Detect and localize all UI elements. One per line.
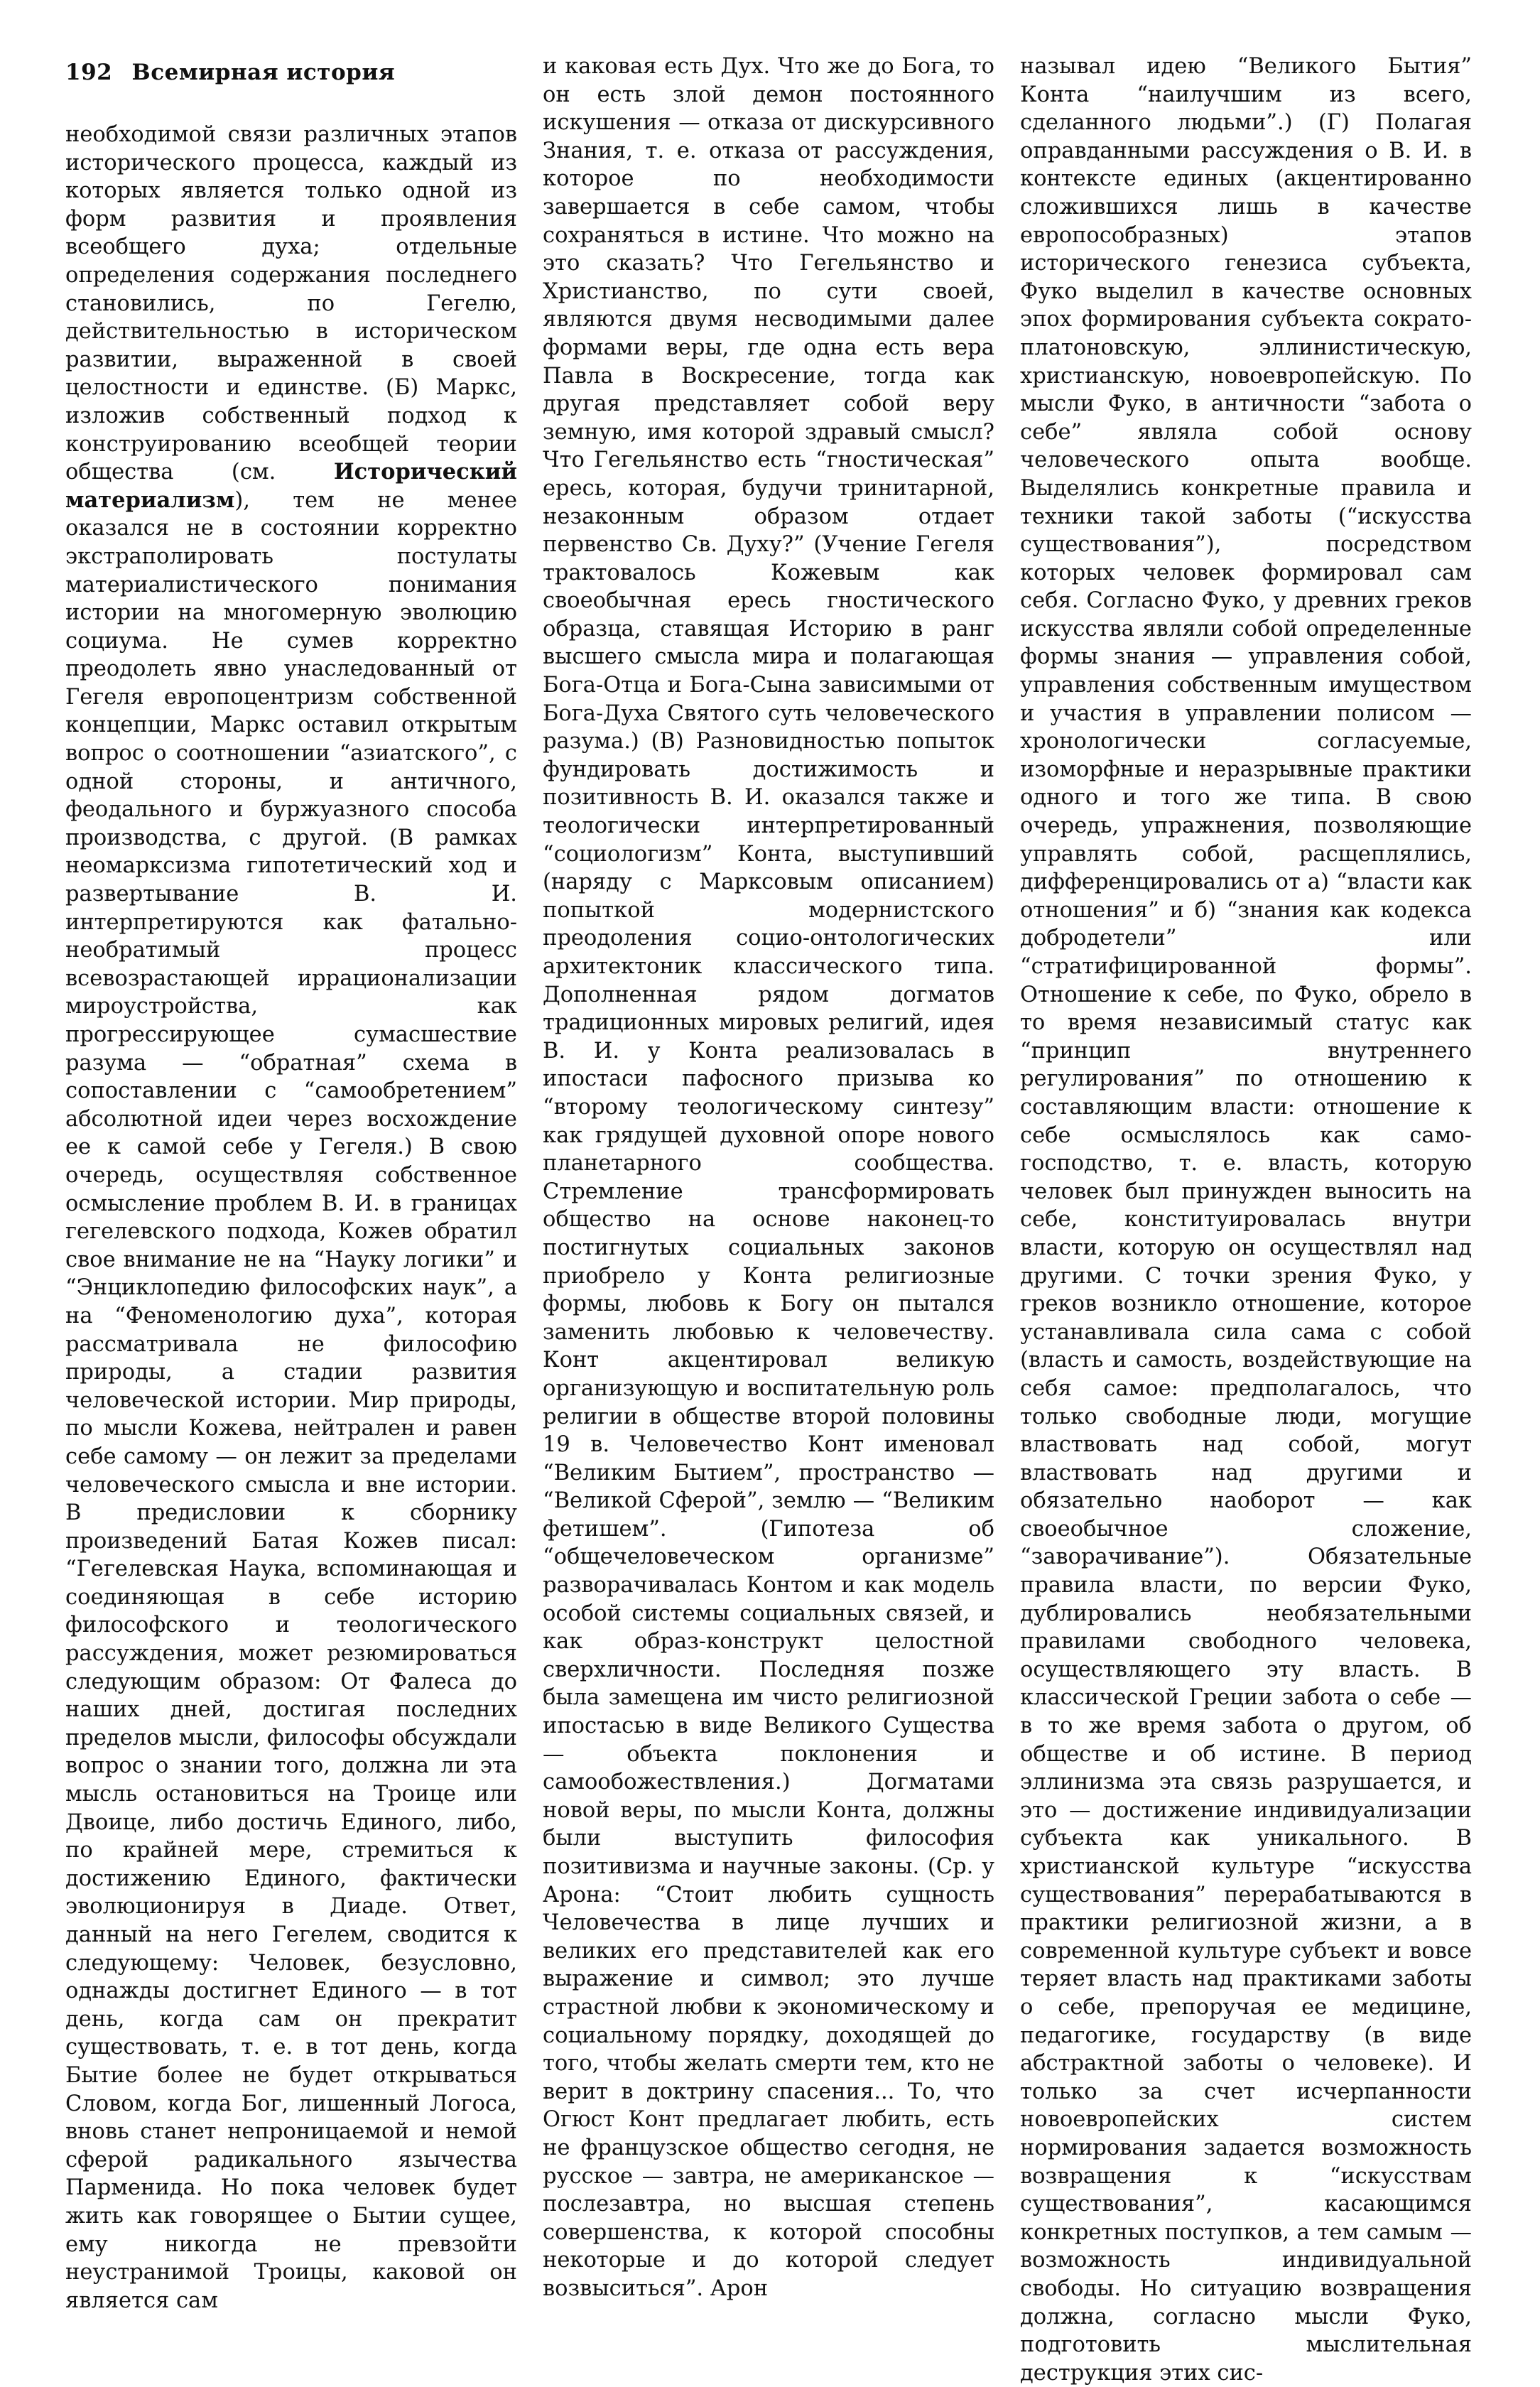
section-title: Всемирная история	[131, 60, 396, 85]
running-header	[65, 60, 395, 85]
column-2-paragraph: и каковая есть Дух. Что же до Бога, то он есть злой демон постоянного искушения — отказа от дискурсивного Знания, т. е. отказа от рассуждения, которое по необходимости завершается в себе самом, чтобы сохраняться в истине. Что можно на это сказать? Что Гегельянство и Христианство, по сути своей, являются двумя несводимыми далее формами веры, где одна есть вера Павла в Воскресение, тогда как другая представляет собой веру земную, имя которой здравый смысл? Что Гегельянство есть “гностическая” ересь, которая, будучи тринитарной, незаконным образом отдает первенство Св. Духу?” (Учение Гегеля трактовалось Кожевым как своеобычная ересь гностического образца, ставящая Историю в ранг высшего смысла мира и полагающая Бога-Отца и Бога-Сына зависимыми от Бога-Духа Святого суть человеческого разума.) (В) Разновидностью попыток фундировать достижимость и позитивность В. И. оказался также и теологически интерпретированный “социологизм” Конта, выступивший (наряду с Марксовым описанием) попыткой модернистского преодоления социо-онтологических архитектоник классического типа. Дополненная рядом догматов традиционных мировых религий, идея В. И. у Конта реализовалась в ипостаси пафосного призыва ко “второму теологическому синтезу” как грядущей духовной опоре нового планетарного сообщества. Стремление трансформировать общество на основе наконец-то постигнутых социальных законов приобрело у Конта религиозные формы, любовь к Богу он пытался заменить любовью к человечеству. Конт акцентировал великую организующую и воспитательную роль религии в обществе второй половины 19 в. Человечество Конт именовал “Великим Бытием”, пространство — “Великой Сферой”, землю — “Великим фетишем”. (Гипотеза об “общечеловеческом организме” разворачивалась Контом и как модель особой системы социальных связей, и как образ-конструкт целостной сверхличности. Последняя позже была замещена им чисто религиозной ипостасью в виде Великого Существа — объекта поклонения и самообожествления.) Догматами новой веры, по мысли Конта, должны были выступить философия позитивизма и научные законы. (Ср. у Арона: “Стоит любить сущность Человечества в лице лучших и великих его представителей как его выражение и символ; это лучше страстной любви к экономическому и социальному порядку, доходящей до того, чтобы желать смерти тем, кто не верит в доктрину спасения... То, что Огюст Конт предлагает любить, есть не французское общество сегодня, не русское — завтра, не американское — послезавтра, но высшая степень совершенства, к которой способны некоторые и до которой следует возвыситься”. Арон	[543, 54, 994, 2301]
column-1-text-a: необходимой связи различных этапов исторического процесса, каждый из которых является только одной из форм развития и проявления всеобщего духа; отдельные определения содержания последнего становились, по Гегелю, действительностью в историческом развитии, выраженной в своей целостности и единстве. (Б) Маркс, изложив собственный подход к конструированию всеобщей теории общества (см.	[65, 122, 517, 485]
text-column-1	[65, 121, 517, 2315]
column-1-text-b: ), тем не менее оказался не в состоянии корректно экстраполировать постулаты материалистического понимания истории на многомерную эволюцию социума. Не сумев корректно преодолеть явно унаследованный от Гегеля европоцентризм собственной концепции, Маркс оставил открытым вопрос о соотношении “азиатского”, с одной стороны, и античного, феодального и буржуазного способа производства, с другой. (В рамках неомарксизма гипотетический ход и развертывание В. И. интерпретируются как фатально-необратимый процесс всевозрастающей иррационализации мироустройства, как прогрессирующее сумасшествие разума — “обратная” схема в сопоставлении с “самообретением” абсолютной идеи через восхождение ее к самой себе у Гегеля.) В свою очередь, осуществляя собственное осмысление проблем В. И. в границах гегелевского подхода, Кожев обратил свое внимание не на “Науку логики” и “Энциклопедию философских наук”, а на “Феноменологию духа”, которая рассматривала не философию природы, а стадии развития человеческой истории. Мир природы, по мысли Кожева, нейтрален и равен себе самому — он лежит за пределами человеческого смысла и вне истории. В предисловии к сборнику произведений Батая Кожев писал: “Гегелевская Наука, вспоминающая и соединяющая в себе историю философского и теологического рассуждения, может резюмироваться следующим образом: От Фалеса до наших дней, достигая последних пределов мысли, философы обсуждали вопрос о знании того, должна ли эта мысль остановиться на Троице или Двоице, либо достичь Единого, либо, по крайней мере, стремиться к достижению Единого, фактически эволюционируя в Диаде. Ответ, данный на него Гегелем, сводится к следующему: Человек, безусловно, однажды достигнет Единого — в тот день, когда сам он прекратит существовать, т. е. в тот день, когда Бытие более не будет открываться Словом, когда Бог, лишенный Логоса, вновь станет непроницаемой и немой сферой радикального язычества Парменида. Но пока человек будет жить как говорящее о Бытии сущее, ему никогда не превзойти неустранимой Троицы, каковой он является сам	[65, 487, 517, 2313]
text-column-2	[543, 53, 994, 2303]
column-3-paragraph: называл идею “Великого Бытия” Конта “наилучшим из всего, сделанного людьми”.) (Г) Полагая оправданными рассуждения о В. И. в контексте единых (акцентированно сложившихся лишь в качестве европособразных) этапов исторического генезиса субъекта, Фуко выделил в качестве основных эпох формирования субъекта сократо-платоновскую, эллинистическую, христианскую, новоевропейскую. По мысли Фуко, в античности “забота о себе” являла собой основу человеческого опыта вообще. Выделялись конкретные правила и техники такой заботы (“искусства существования”), посредством которых человек формировал сам себя. Согласно Фуко, у древних греков искусства являли собой определенные формы знания — управления собой, управления собственным имуществом и участия в управлении полисом — хронологически согласуемые, изоморфные и неразрывные практики одного и того же типа. В свою очередь, упражнения, позволяющие управлять собой, расщеплялись, дифференцировались от а) “власти как отношения” и б) “знания как кодекса добродетели” или “стратифицированной формы”. Отношение к себе, по Фуко, обрело в то время независимый статус как “принцип внутреннего регулирования” по отношению к составляющим власти: отношение к себе осмыслялось как само-господство, т. е. власть, которую человек был принужден выносить на себе, конституировалась внутри власти, которую он осуществлял над другими. С точки зрения Фуко, у греков возникло отношение, которое устанавливала сила сама с собой (власть и самость, воздействующие на себя самое: предполагалось, что только свободные люди, могущие властвовать над собой, могут властвовать над другими и обязательно наоборот — как своеобычное сложение, “заворачивание”). Обязательные правила власти, по версии Фуко, дублировались необязательными правилами свободного человека, осуществляющего эту власть. В классической Греции забота о себе — в то же время забота о другом, об обществе и об истине. В период эллинизма эта связь разрушается, и это — достижение индивидуализации субъекта как уникального. В христианской культуре “искусства существования” перерабатываются в практики религиозной жизни, а в современной культуре субъект и вовсе теряет власть над практиками заботы о себе, препоручая ее медицине, педагогике, государству (в виде абстрактной заботы о человеке). И только за счет исчерпанности новоевропейских систем нормирования задается возможность возвращения к “искусствам существования”, касающимся конкретных поступков, а тем самым — возможность индивидуальной свободы. Но ситуацию возвращения должна, согласно мысли Фуко, подготовить мыслительная деструкция этих сис-	[1020, 54, 1472, 2386]
column-1-paragraph	[65, 121, 517, 2315]
text-column-3	[1020, 53, 1472, 2387]
page-number: 192	[65, 60, 113, 85]
cross-reference-historical-materialism: Исторический материализм	[65, 459, 517, 513]
